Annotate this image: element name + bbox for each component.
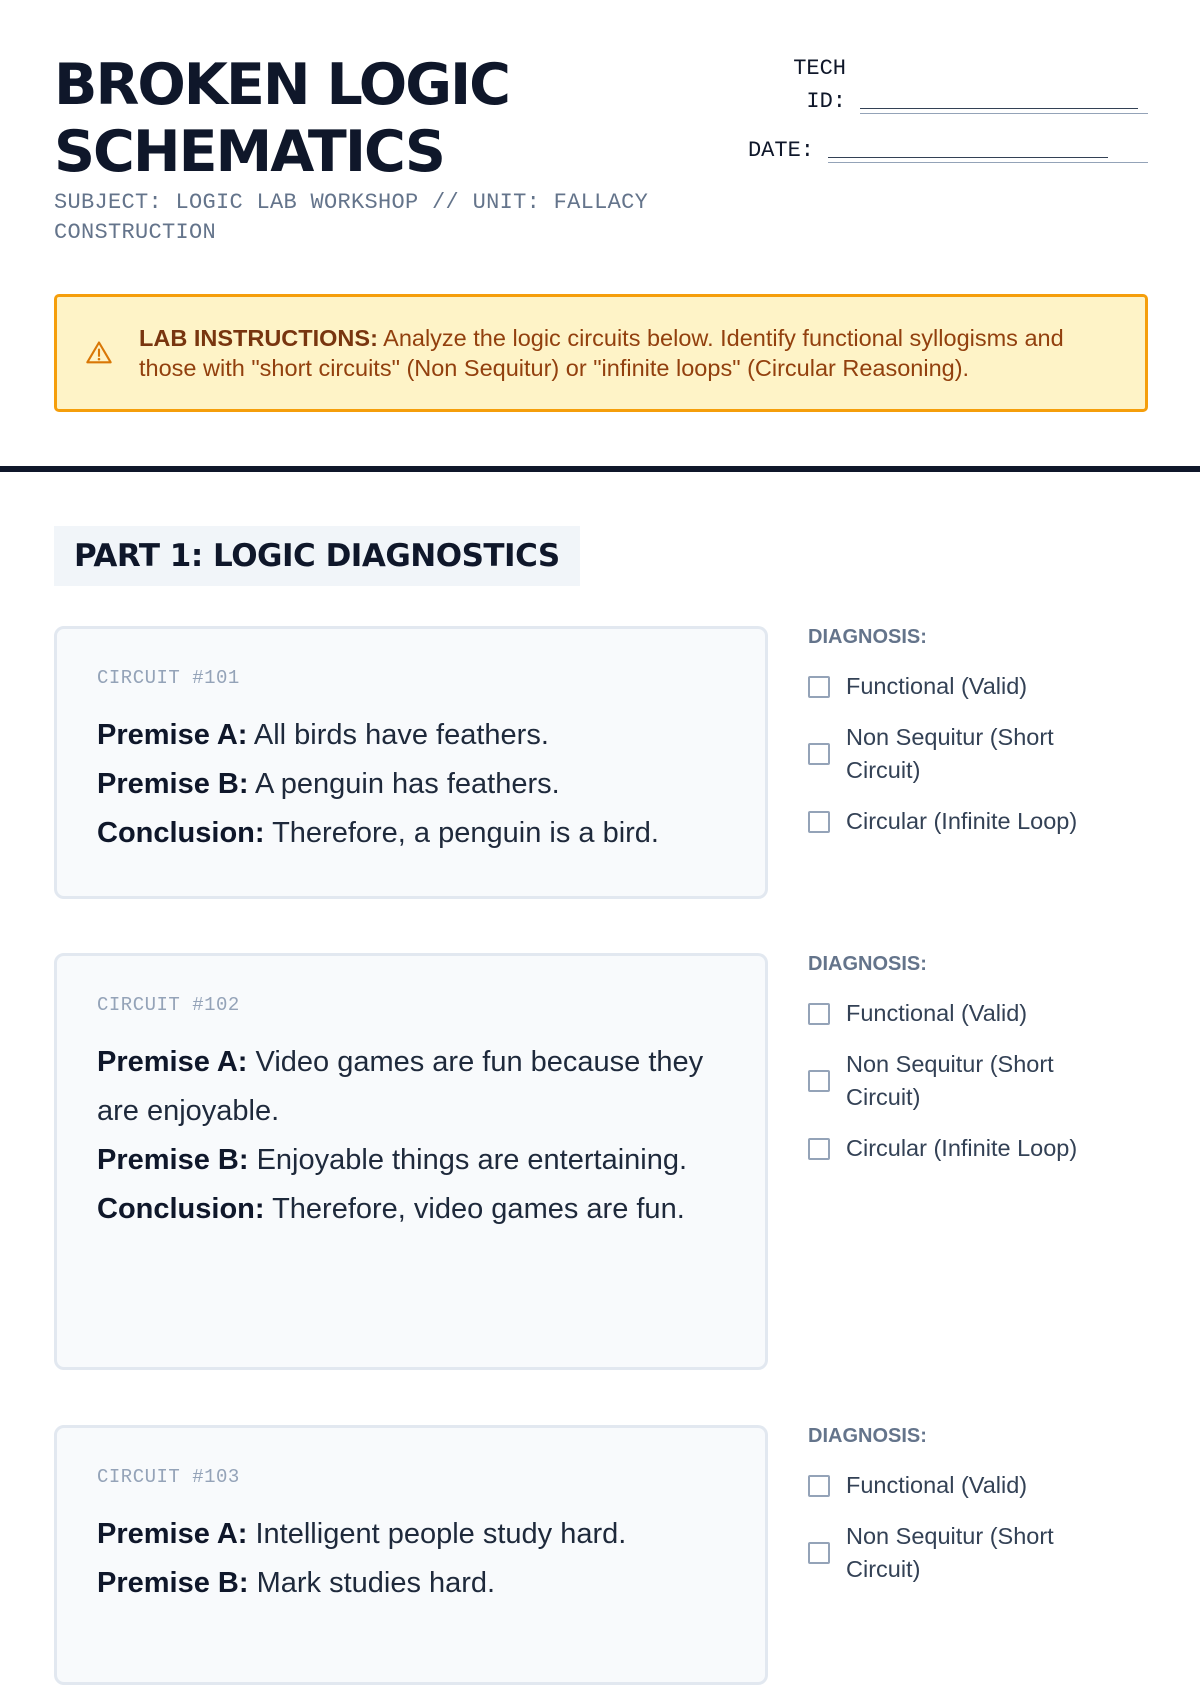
premise-b <box>97 1559 725 1608</box>
circuit-card <box>54 626 768 899</box>
option-circular[interactable] <box>808 805 1148 838</box>
option-label: Functional (Valid) <box>846 1000 1028 1026</box>
option-label: Non Sequitur (Short Circuit) <box>846 1051 1054 1110</box>
diagnosis-label: DIAGNOSIS: <box>808 953 927 975</box>
page-title <box>54 52 694 186</box>
conclusion <box>97 1185 725 1234</box>
option-functional[interactable] <box>808 670 1148 703</box>
checkbox[interactable] <box>808 743 830 765</box>
conclusion-text: Therefore, a penguin is a bird. <box>264 817 659 849</box>
premise-b-label: Premise B: <box>97 1567 249 1599</box>
conclusion-text: Therefore, video games are fun. <box>264 1193 685 1225</box>
conclusion <box>97 809 725 858</box>
premise-b-label: Premise B: <box>97 1144 249 1176</box>
premise-a <box>97 1510 725 1559</box>
option-label: Circular (Infinite Loop) <box>846 808 1078 834</box>
premise-a-text: All birds have feathers. <box>247 719 549 751</box>
tech-id-label-line-1: TECH <box>793 56 846 81</box>
checkbox[interactable] <box>808 1003 830 1025</box>
diagnosis-panel <box>808 1425 1148 1604</box>
title-line-1: BROKEN LOGIC <box>54 52 510 118</box>
section-divider <box>0 466 1200 472</box>
subject-line: SUBJECT: LOGIC LAB WORKSHOP // UNIT: FALLACY CONSTRUCTION <box>54 190 649 245</box>
premise-b-label: Premise B: <box>97 768 249 800</box>
premise-b-text: A penguin has feathers. <box>248 768 560 800</box>
checkbox[interactable] <box>808 1542 830 1564</box>
instructions-label: LAB INSTRUCTIONS: <box>139 325 378 351</box>
option-non-sequitur[interactable] <box>808 721 1148 787</box>
premise-a-label: Premise A: <box>97 719 248 751</box>
lab-instructions-box <box>54 294 1148 412</box>
premise-b-text: Mark studies hard. <box>248 1567 496 1599</box>
section-heading: PART 1: LOGIC DIAGNOSTICS <box>54 526 580 586</box>
option-label: Non Sequitur (Short Circuit) <box>846 724 1054 783</box>
date-input-line[interactable] <box>828 142 1148 163</box>
option-label: Functional (Valid) <box>846 673 1028 699</box>
date-label: DATE: <box>747 138 814 163</box>
premise-b <box>97 1136 725 1185</box>
checkbox[interactable] <box>808 811 830 833</box>
premise-a-text: Video games are fun because they are enjoyable. <box>97 1046 704 1127</box>
premise-a-label: Premise A: <box>97 1046 248 1078</box>
option-non-sequitur[interactable] <box>808 1048 1148 1114</box>
checkbox[interactable] <box>808 1475 830 1497</box>
circuit-id: CIRCUIT #102 <box>97 994 240 1016</box>
conclusion-label: Conclusion: <box>97 817 265 849</box>
tech-id-input-line[interactable] <box>860 93 1148 114</box>
option-label: Non Sequitur (Short Circuit) <box>846 1523 1054 1582</box>
tech-id-field[interactable] <box>786 52 1148 118</box>
diagnosis-panel <box>808 953 1148 1183</box>
option-label: Circular (Infinite Loop) <box>846 1135 1078 1161</box>
circuit-card <box>54 953 768 1370</box>
option-circular[interactable] <box>808 1132 1148 1165</box>
circuit-id: CIRCUIT #101 <box>97 667 240 689</box>
option-functional[interactable] <box>808 1469 1148 1502</box>
checkbox[interactable] <box>808 1070 830 1092</box>
instructions-body: Analyze the logic circuits below. Identify functional syllogisms and those with "short circuits" (Non Sequitur) or "infinite loops" (Circular Reasoning). <box>139 325 1064 381</box>
premise-b-text: Enjoyable things are entertaining. <box>248 1144 688 1176</box>
diagnosis-panel <box>808 626 1148 856</box>
option-label: Functional (Valid) <box>846 1472 1028 1498</box>
conclusion-label: Conclusion: <box>97 1193 265 1225</box>
circuit-card <box>54 1425 768 1685</box>
checkbox[interactable] <box>808 676 830 698</box>
premise-a <box>97 1038 725 1136</box>
title-line-2: SCHEMATICS <box>54 119 444 185</box>
warning-icon <box>85 339 113 367</box>
circuit-id: CIRCUIT #103 <box>97 1466 240 1488</box>
premise-a-label: Premise A: <box>97 1518 248 1550</box>
premise-b <box>97 760 725 809</box>
instructions-text <box>139 323 1105 383</box>
diagnosis-label: DIAGNOSIS: <box>808 1425 927 1447</box>
student-fields <box>738 52 1148 172</box>
checkbox[interactable] <box>808 1138 830 1160</box>
diagnosis-label: DIAGNOSIS: <box>808 626 927 648</box>
option-functional[interactable] <box>808 997 1148 1030</box>
tech-id-label <box>786 52 846 118</box>
premise-a-text: Intelligent people study hard. <box>247 1518 627 1550</box>
date-field[interactable] <box>748 134 1148 167</box>
worksheet-header <box>54 52 1148 252</box>
premise-a <box>97 711 725 760</box>
option-non-sequitur[interactable] <box>808 1520 1148 1586</box>
tech-id-label-line-2: ID: <box>806 89 846 114</box>
